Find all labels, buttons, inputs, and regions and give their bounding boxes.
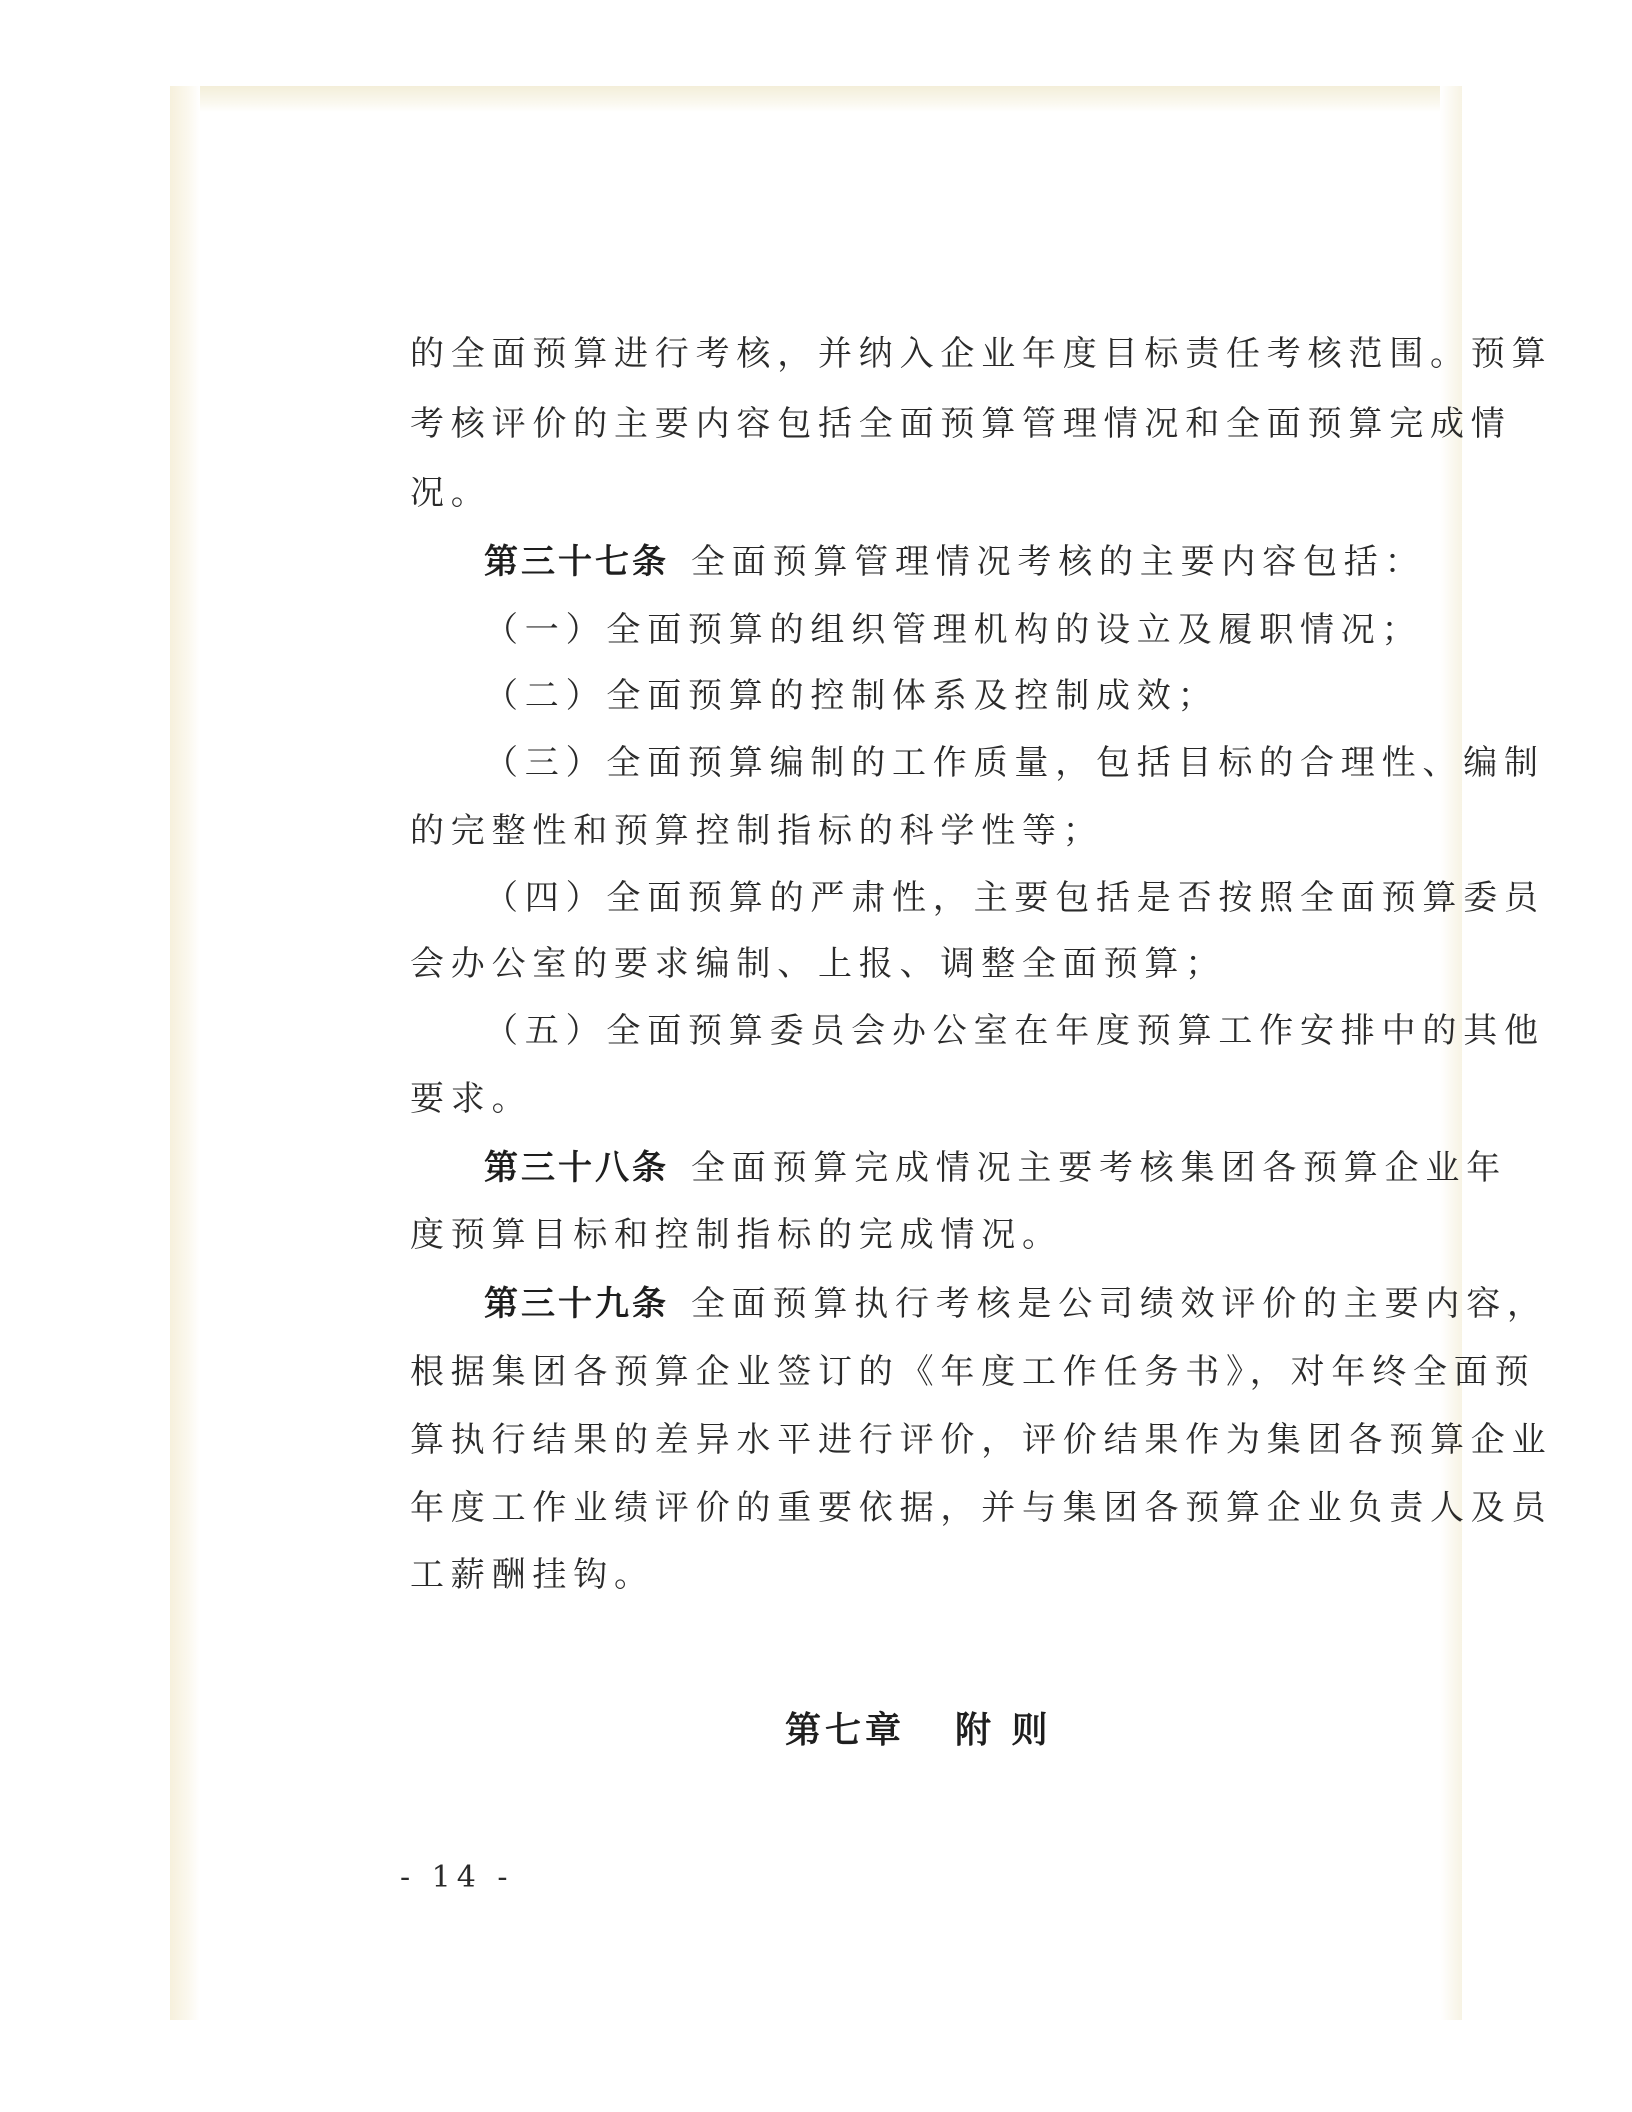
list-item: （三）全面预算编制的工作质量，包括目标的合理性、编制: [484, 743, 1545, 783]
article-label: 第三十七条: [484, 542, 669, 582]
article-label: 第三十八条: [484, 1148, 669, 1188]
text-line: 根据集团各预算企业签订的《年度工作任务书》，对年终全面预: [410, 1352, 1536, 1392]
text-line: 的完整性和预算控制指标的科学性等；: [410, 811, 1104, 851]
text-line: 的全面预算进行考核，并纳入企业年度目标责任考核范围。预算: [410, 334, 1553, 374]
article-text: 全面预算执行考核是公司绩效评价的主要内容，: [691, 1284, 1548, 1324]
chapter-number: 第七章: [785, 1710, 906, 1751]
article-text: 全面预算完成情况主要考核集团各预算企业年: [691, 1148, 1507, 1188]
list-item: （二）全面预算的控制体系及控制成效；: [484, 676, 1219, 716]
text-line: 度预算目标和控制指标的完成情况。: [410, 1215, 1063, 1255]
list-item: （四）全面预算的严肃性，主要包括是否按照全面预算委员: [484, 878, 1545, 918]
text-line: 考核评价的主要内容包括全面预算管理情况和全面预算完成情: [410, 404, 1512, 444]
text-line: 会办公室的要求编制、上报、调整全面预算；: [410, 944, 1226, 984]
text-line: 算执行结果的差异水平进行评价，评价结果作为集团各预算企业: [410, 1420, 1553, 1460]
article-text: 全面预算管理情况考核的主要内容包括：: [691, 542, 1426, 582]
text-line: 要求。: [410, 1079, 533, 1119]
scan-edge-top: [170, 86, 1460, 112]
list-item: （一）全面预算的组织管理机构的设立及履职情况；: [484, 610, 1423, 650]
chapter-heading: [785, 1702, 1052, 1753]
page-number: - 14 -: [400, 1860, 514, 1895]
article-label: 第三十九条: [484, 1284, 669, 1324]
document-page: [200, 112, 1553, 2020]
article-39: [484, 1284, 1548, 1324]
text-line: 年度工作业绩评价的重要依据，并与集团各预算企业负责人及员: [410, 1488, 1553, 1528]
text-line: 况。: [410, 473, 492, 513]
scan-edge-right: [1440, 86, 1462, 2020]
chapter-title: 附 则: [955, 1710, 1052, 1751]
text-line: 工薪酬挂钩。: [410, 1555, 655, 1595]
article-38: [484, 1148, 1507, 1188]
article-37: [484, 542, 1425, 582]
list-item: （五）全面预算委员会办公室在年度预算工作安排中的其他: [484, 1011, 1545, 1051]
scan-edge-left: [170, 86, 200, 2020]
